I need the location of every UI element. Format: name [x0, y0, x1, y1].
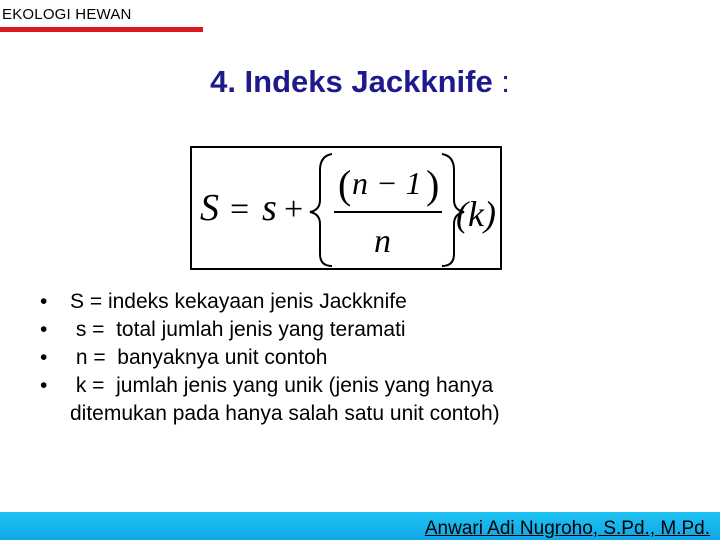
definition-list	[40, 288, 600, 428]
definition-item-n	[40, 344, 600, 372]
definition-text: n = banyaknya unit contoh	[70, 346, 328, 369]
formula-close-paren: )	[426, 162, 440, 207]
formula-plus: +	[284, 191, 304, 228]
definition-text: S = indeks kekayaan jenis Jackknife	[70, 290, 407, 313]
formula-numerator: n − 1	[352, 165, 422, 201]
formula-open-paren: (	[338, 162, 352, 207]
formula-right-brace	[442, 154, 464, 266]
slide-title	[0, 62, 720, 102]
bullet-dot: •	[40, 346, 48, 369]
definition-text: s = total jumlah jenis yang teramati	[70, 318, 406, 341]
bullet-dot: •	[40, 318, 48, 341]
header-accent-rule	[0, 27, 203, 32]
formula-k-term: (k)	[456, 194, 496, 234]
title-colon: :	[492, 64, 510, 99]
definition-item-s-lower	[40, 316, 600, 344]
bullet-dot: •	[40, 374, 48, 397]
formula-equals: =	[230, 191, 250, 228]
course-label: EKOLOGI HEWAN	[2, 6, 132, 23]
definition-text: k = jumlah jenis yang unik (jenis yang hanya	[70, 374, 494, 397]
formula-box	[190, 146, 502, 270]
formula-lhs-s: S	[200, 187, 219, 229]
definition-item-k	[40, 372, 600, 428]
jackknife-formula	[192, 148, 500, 268]
formula-denominator: n	[374, 223, 391, 260]
formula-left-brace	[310, 154, 332, 266]
title-main-text: 4. Indeks Jackknife	[210, 64, 493, 99]
definition-text-continuation: ditemukan pada hanya salah satu unit contoh)	[70, 402, 500, 425]
bullet-dot: •	[40, 290, 48, 313]
formula-s: s	[262, 187, 277, 229]
footer-author: Anwari Adi Nugroho, S.Pd., M.Pd.	[424, 518, 710, 539]
definition-item-s-upper	[40, 288, 600, 316]
